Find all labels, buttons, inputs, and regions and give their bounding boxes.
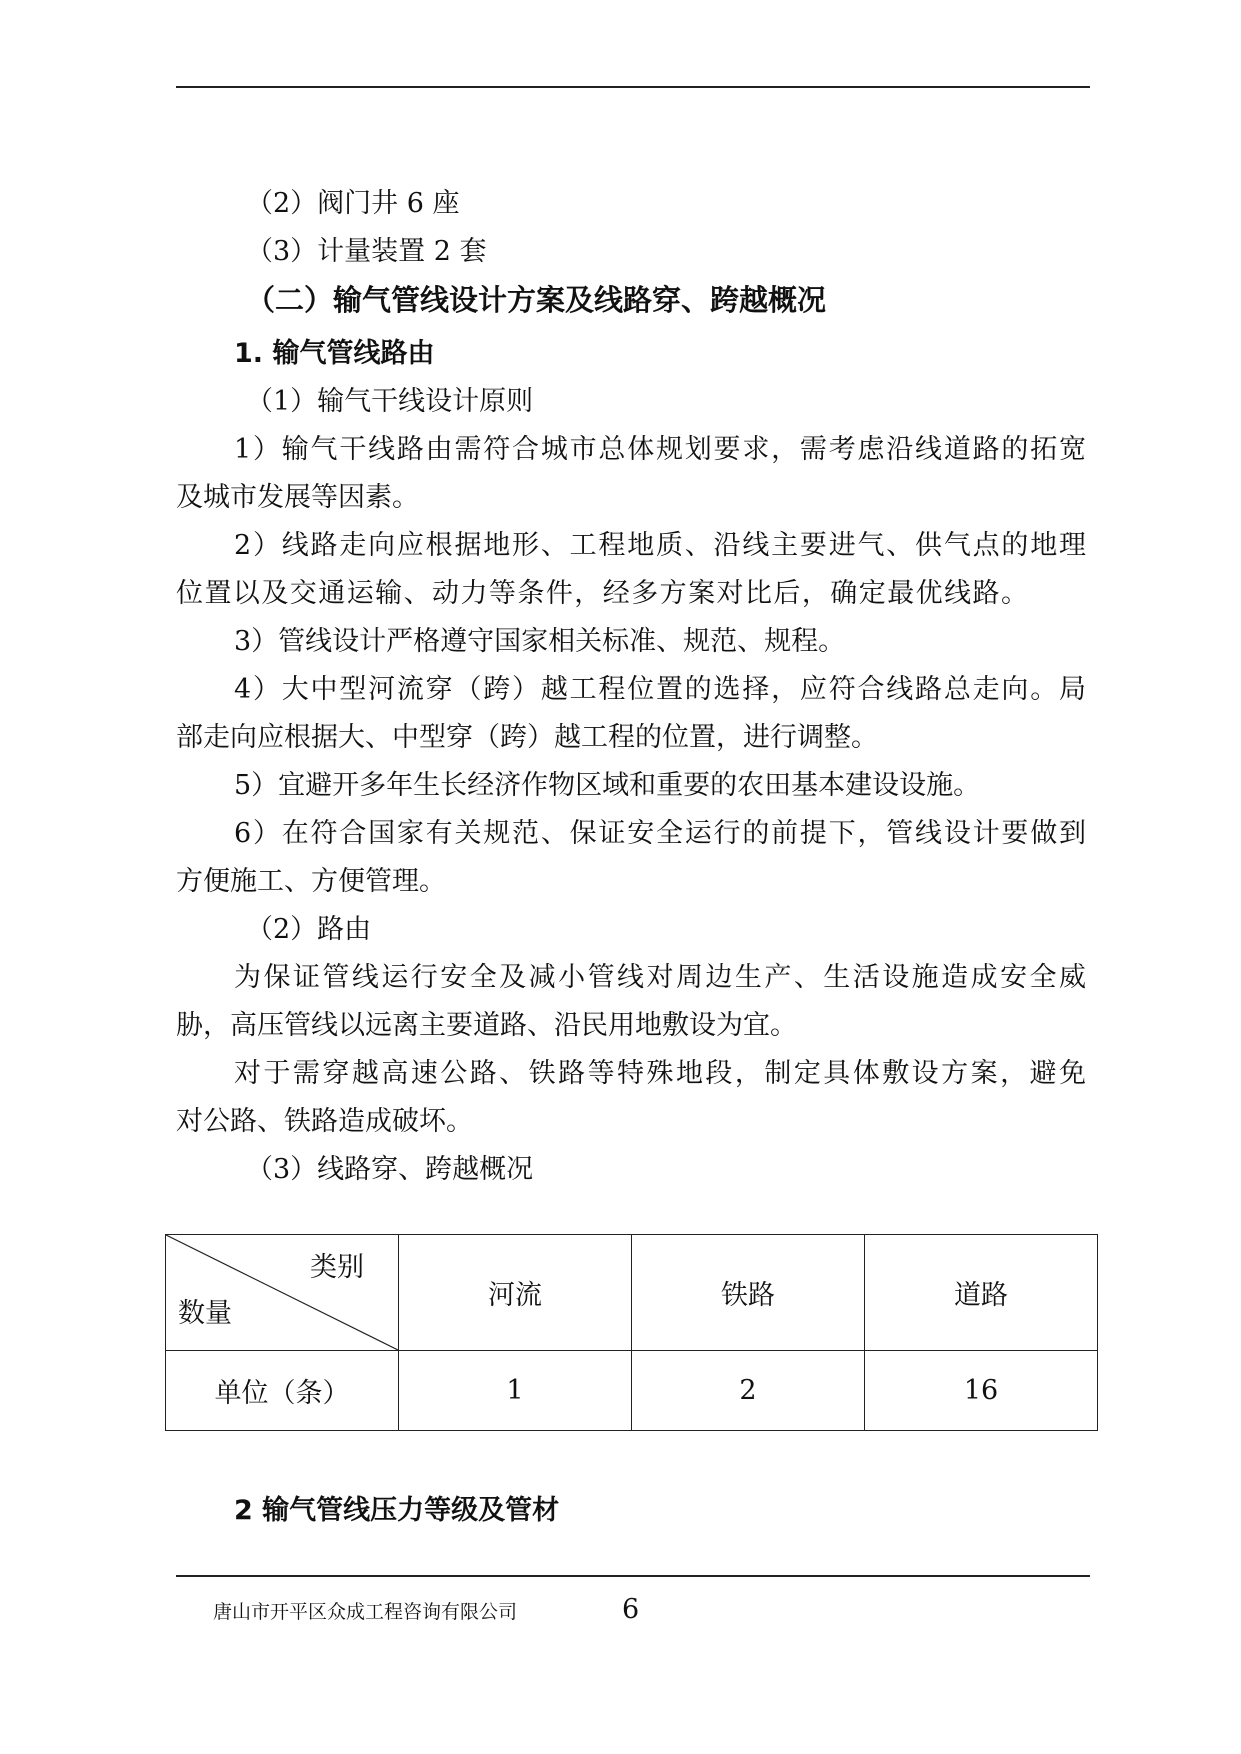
subsection-heading-route: 1. 输气管线路由	[234, 338, 435, 369]
route-paragraph-line-3: 对于需穿越高速公路、铁路等特殊地段，制定具体敷设方案，避免	[234, 1058, 1086, 1089]
principle-2-line-1: 2）线路走向应根据地形、工程地质、沿线主要进气、供气点的地理	[234, 530, 1086, 561]
crossings-table	[165, 1234, 1098, 1431]
principle-4-line-2: 部走向应根据大、中型穿（跨）越工程的位置，进行调整。	[176, 722, 878, 753]
column-header-road: 道路	[865, 1235, 1098, 1351]
cell-river-count: 1	[399, 1351, 632, 1431]
route-paragraph-line-4: 对公路、铁路造成破坏。	[176, 1106, 473, 1137]
footer-rule	[176, 1575, 1090, 1577]
diagonal-header-category: 类别	[310, 1252, 364, 1283]
diagonal-header-quantity: 数量	[178, 1298, 232, 1329]
column-header-river: 河流	[399, 1235, 632, 1351]
principle-5: 5）宜避开多年生长经济作物区域和重要的农田基本建设设施。	[234, 770, 981, 801]
paragraph-title-principles: （1）输气干线设计原则	[246, 386, 534, 417]
page-number: 6	[622, 1594, 640, 1625]
principle-6-line-1: 6）在符合国家有关规范、保证安全运行的前提下，管线设计要做到	[234, 818, 1086, 849]
header-rule	[176, 86, 1090, 88]
principle-1-line-1: 1）输气干线路由需符合城市总体规划要求，需考虑沿线道路的拓宽	[234, 434, 1086, 465]
table-header-row	[166, 1235, 1098, 1351]
row-label-unit: 单位（条）	[166, 1351, 399, 1431]
section-heading: （二）输气管线设计方案及线路穿、跨越概况	[246, 283, 827, 317]
cell-road-count: 16	[865, 1351, 1098, 1431]
table-row	[166, 1351, 1098, 1431]
principle-6-line-2: 方便施工、方便管理。	[176, 866, 446, 897]
list-item-metering: （3）计量装置 2 套	[246, 236, 487, 267]
route-paragraph-line-2: 胁，高压管线以远离主要道路、沿民用地敷设为宜。	[176, 1010, 797, 1041]
footer-company-name: 唐山市开平区众成工程咨询有限公司	[213, 1601, 518, 1623]
list-item-valve-wells: （2）阀门井 6 座	[246, 188, 460, 219]
principle-1-line-2: 及城市发展等因素。	[176, 482, 419, 513]
diagonal-header-cell	[166, 1235, 399, 1351]
paragraph-title-crossings: （3）线路穿、跨越概况	[246, 1154, 534, 1185]
paragraph-title-route: （2）路由	[246, 914, 372, 945]
subsection-heading-pressure: 2 输气管线压力等级及管材	[234, 1495, 560, 1526]
principle-2-line-2: 位置以及交通运输、动力等条件，经多方案对比后，确定最优线路。	[176, 578, 1028, 609]
column-header-railway: 铁路	[632, 1235, 865, 1351]
cell-railway-count: 2	[632, 1351, 865, 1431]
route-paragraph-line-1: 为保证管线运行安全及减小管线对周边生产、生活设施造成安全威	[234, 962, 1086, 993]
principle-3: 3）管线设计严格遵守国家相关标准、规范、规程。	[234, 626, 846, 657]
principle-4-line-1: 4）大中型河流穿（跨）越工程位置的选择，应符合线路总走向。局	[234, 674, 1086, 705]
